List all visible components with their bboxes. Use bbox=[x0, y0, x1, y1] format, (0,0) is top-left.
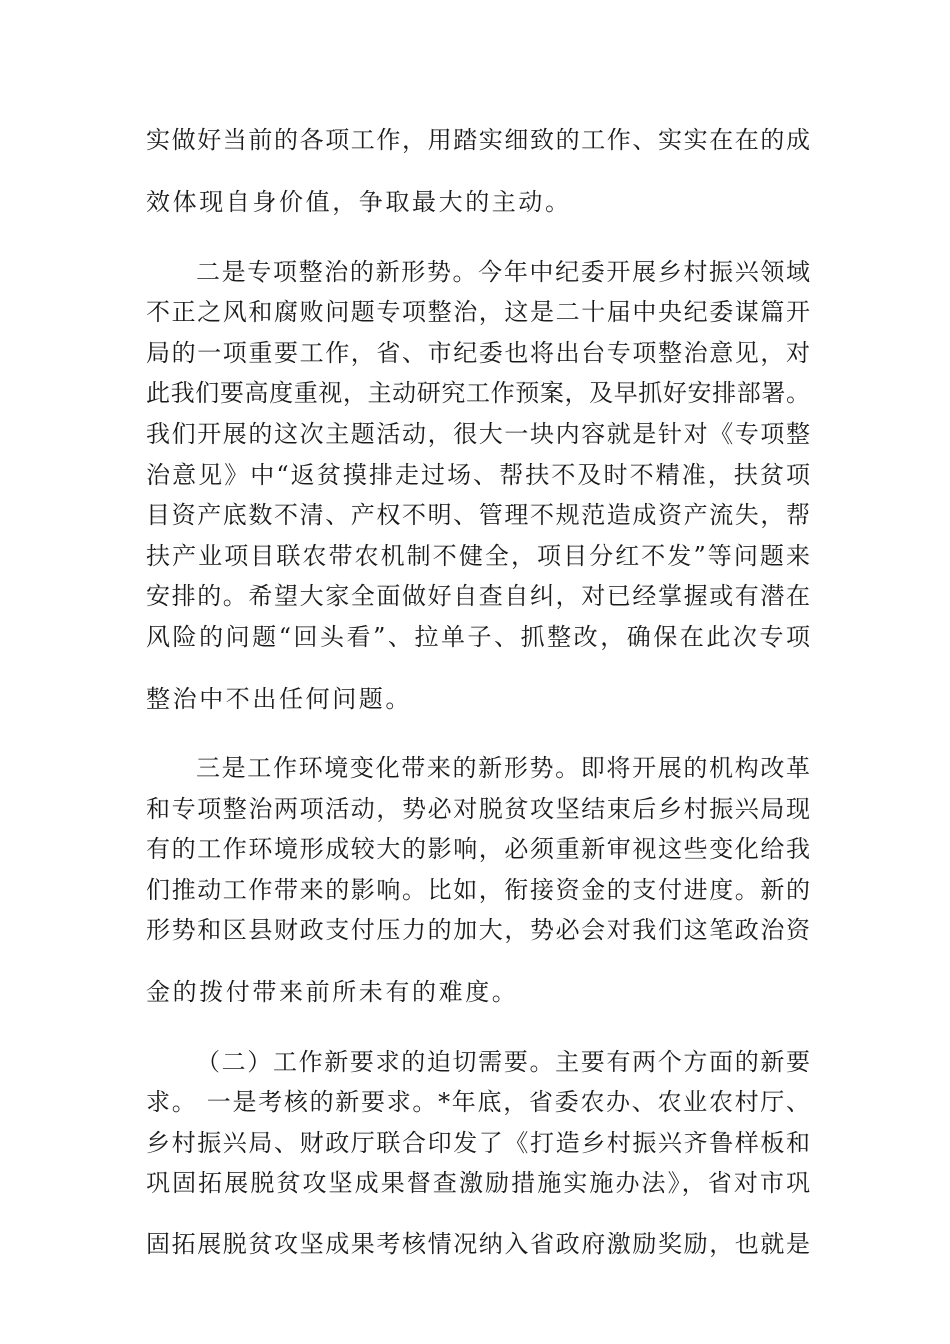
text-line: 我们开展的这次主题活动，很大一块内容就是针对《专项整 bbox=[146, 420, 810, 448]
text-line: 风险的问题“回头看”、拉单子、抓整改，确保在此次专项 bbox=[146, 623, 810, 651]
text-line: 乡村振兴局、财政厅联合印发了《打造乡村振兴齐鲁样板和 bbox=[146, 1129, 810, 1157]
text-line: 局的一项重要工作，省、市纪委也将出台专项整治意见，对 bbox=[146, 339, 810, 367]
text-line: 此我们要高度重视，主动研究工作预案，及早抓好安排部署。 bbox=[146, 379, 810, 407]
text-line: 效体现自身价值，争取最大的主动。 bbox=[146, 188, 572, 216]
text-line: 金的拨付带来前所未有的难度。 bbox=[146, 978, 519, 1006]
text-line: 扶产业项目联农带农机制不健全，项目分红不发”等问题来 bbox=[146, 542, 810, 570]
paragraph-start-line: 二是专项整治的新形势。今年中纪委开展乡村振兴领域 bbox=[196, 258, 810, 286]
section-heading-line: （二）工作新要求的迫切需要。主要有两个方面的新要 bbox=[196, 1048, 810, 1076]
paragraph-start-line: 三是工作环境变化带来的新形势。即将开展的机构改革 bbox=[196, 754, 810, 782]
text-line: 巩固拓展脱贫攻坚成果督查激励措施实施办法》，省对市巩 bbox=[146, 1169, 810, 1197]
text-line: 整治中不出任何问题。 bbox=[146, 685, 412, 713]
text-line: 形势和区县财政支付压力的加大，势必会对我们这笔政治资 bbox=[146, 916, 810, 944]
text-line: 不正之风和腐败问题专项整治，这是二十届中央纪委谋篇开 bbox=[146, 298, 810, 326]
text-line: 实做好当前的各项工作，用踏实细致的工作、实实在在的成 bbox=[146, 126, 810, 154]
text-line: 治意见》中“返贫摸排走过场、帮扶不及时不精准，扶贫项 bbox=[146, 461, 810, 489]
text-line: 有的工作环境形成较大的影响，必须重新审视这些变化给我 bbox=[146, 835, 810, 863]
text-line: 们推动工作带来的影响。比如，衔接资金的支付进度。新的 bbox=[146, 876, 810, 904]
text-line: 目资产底数不清、产权不明、管理不规范造成资产流失，帮 bbox=[146, 501, 810, 529]
text-line: 固拓展脱贫攻坚成果考核情况纳入省政府激励奖励，也就是 bbox=[146, 1230, 810, 1258]
text-line: 和专项整治两项活动，势必对脱贫攻坚结束后乡村振兴局现 bbox=[146, 795, 810, 823]
text-line: 安排的。希望大家全面做好自查自纠，对已经掌握或有潜在 bbox=[146, 582, 810, 610]
text-line: 求。 一是考核的新要求。*年底，省委农办、农业农村厅、 bbox=[146, 1088, 810, 1116]
